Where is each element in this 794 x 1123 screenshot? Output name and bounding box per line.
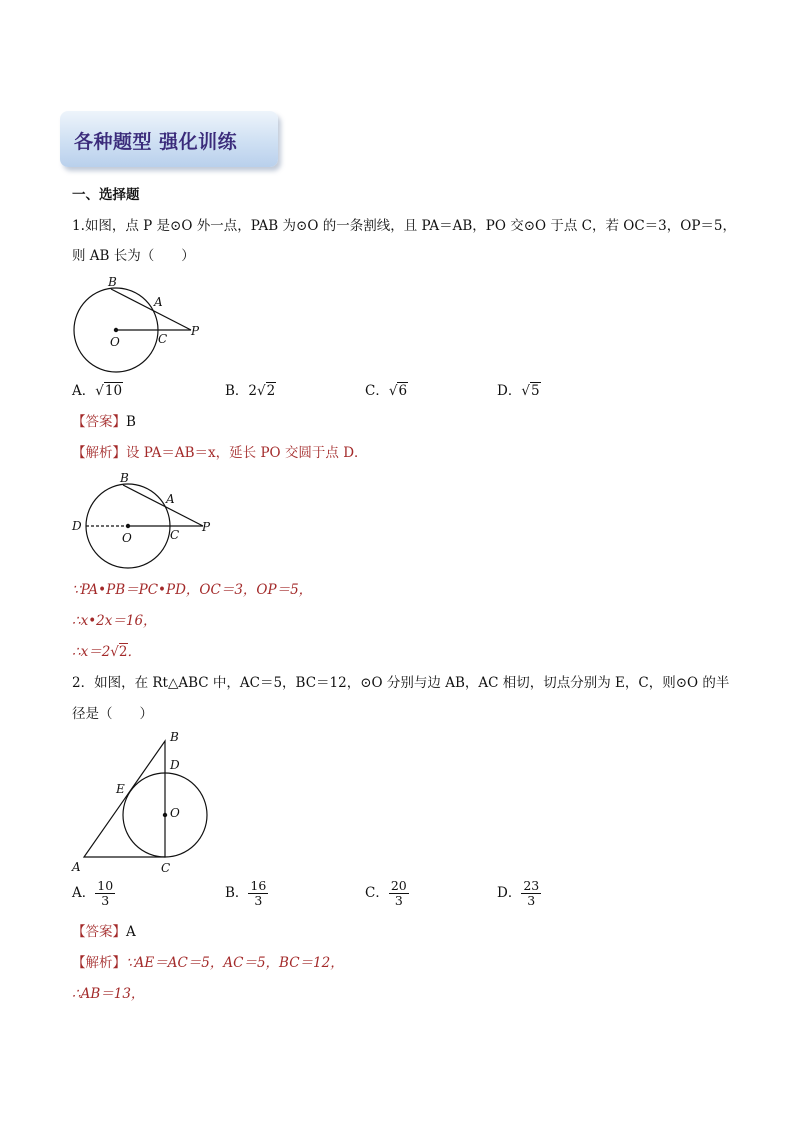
q2-triangle — [84, 741, 165, 857]
q1a-label-p: P — [202, 520, 211, 534]
q1-label-c: C — [158, 332, 168, 346]
q1-label-b: B — [108, 275, 117, 289]
q2-center-dot — [163, 813, 167, 817]
banner-title: 各种题型 强化训练 — [74, 131, 238, 153]
q1-label-o: O — [110, 335, 120, 349]
q2-stem-line2: 径是（ ） — [72, 706, 153, 722]
q2-label-c: C — [161, 861, 171, 875]
q1-label-p: P — [191, 324, 200, 338]
q1-option-b: B．2√2 — [225, 383, 276, 399]
q2-label-d: D — [170, 758, 180, 772]
q2-step1: ∴AB＝13， — [72, 986, 145, 1002]
q1-step3: ∴x＝2√2． — [72, 644, 141, 660]
q1a-center-dot — [126, 524, 130, 528]
q1-step2: ∴x•2x＝16， — [72, 613, 157, 629]
q1-option-c: C．√6 — [365, 383, 408, 399]
q2-option-d: D． $\frac{23}{3}$ — [497, 878, 540, 908]
q1a-label-o: O — [122, 531, 132, 545]
q2-label-a: A — [72, 860, 81, 874]
q1-analysis-figure — [66, 468, 226, 578]
q2-analysis: 【解析】∵AE＝AC＝5，AC＝5，BC＝12， — [72, 955, 344, 971]
q1-stem-line2: 则 AB 长为（ ） — [72, 248, 195, 264]
q2-option-a: A． $\frac{10}{3}$ — [72, 878, 114, 908]
q2-stem-line1: 2．如图，在 Rt△ABC 中，AC＝5，BC＝12，⊙O 分别与边 AB，AC 相切，切点分别为 E，C，则⊙O 的半 — [72, 675, 730, 691]
q2-figure — [66, 727, 226, 879]
q1-stem-line1: 1.如图，点 P 是⊙O 外一点，PAB 为⊙O 的一条割线，且 PA＝AB，PO 交⊙O 于点 C，若 OC＝3，OP＝5， — [72, 218, 736, 234]
section-banner — [60, 111, 278, 167]
q1-secant — [111, 289, 191, 330]
q2-option-b: B． $\frac{16}{3}$ — [225, 878, 267, 908]
q1-option-a: A．√10 — [72, 383, 123, 399]
q2-answer: 【答案】A — [72, 924, 136, 940]
q1a-label-d: D — [72, 519, 82, 533]
q1a-label-a: A — [166, 492, 175, 506]
q2-label-b: B — [170, 730, 179, 744]
q1a-secant — [123, 485, 203, 526]
q1-analysis: 【解析】设 PA＝AB＝x，延长 PO 交圆于点 D． — [72, 445, 368, 461]
q2-label-e: E — [116, 782, 125, 796]
section-heading: 一、选择题 — [72, 187, 140, 203]
q1a-label-b: B — [120, 471, 129, 485]
q1-option-d: D．√5 — [497, 383, 540, 399]
q1-label-a: A — [154, 295, 163, 309]
q2-option-c: C． $\frac{20}{3}$ — [365, 878, 407, 908]
q1-answer: 【答案】B — [72, 414, 136, 430]
q1-figure — [65, 268, 215, 380]
q2-label-o: O — [170, 806, 180, 820]
q1-center-dot — [114, 328, 118, 332]
q1-step1: ∵PA•PB＝PC•PD，OC＝3，OP＝5， — [72, 582, 313, 598]
q1a-label-c: C — [170, 528, 180, 542]
